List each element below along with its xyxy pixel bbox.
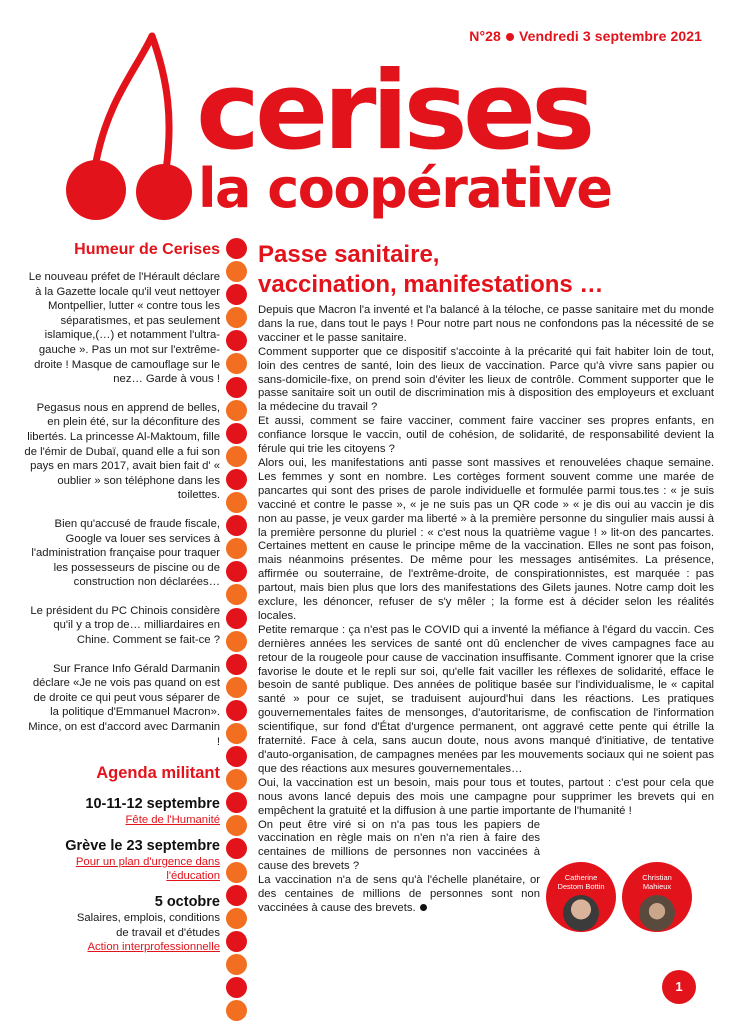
article-paragraph bbox=[258, 874, 540, 916]
author-last-name: Destom Bottin bbox=[557, 882, 605, 891]
issue-line bbox=[469, 28, 702, 44]
end-bullet-icon bbox=[420, 904, 427, 911]
article-body bbox=[258, 304, 714, 916]
dot-icon bbox=[226, 330, 247, 351]
author-photo bbox=[639, 895, 675, 931]
dot-icon bbox=[226, 515, 247, 536]
article-paragraph: Oui, la vaccination est un besoin, mais pour tous et toutes, partout : c'est pour cela que nous avons lancé depuis des mois une campagne pour supprimer les brevets qui en empêchent la gratuité et la diffusion à une partie importante de l'humanité ! bbox=[258, 776, 714, 817]
event-date: 10-11-12 septembre bbox=[85, 796, 220, 813]
author-portrait bbox=[622, 862, 692, 932]
dot-icon bbox=[226, 492, 247, 513]
dot-icon bbox=[226, 654, 247, 675]
masthead-tagline: la coopérative bbox=[198, 157, 612, 220]
dot-icon bbox=[226, 746, 247, 767]
agenda-event bbox=[22, 837, 220, 884]
humeur-section bbox=[22, 240, 220, 749]
dot-icon bbox=[226, 723, 247, 744]
dot-icon bbox=[226, 862, 247, 883]
event-date: 5 octobre bbox=[154, 894, 220, 910]
dot-icon bbox=[226, 931, 247, 952]
dot-icon bbox=[226, 885, 247, 906]
author-first-name: Christian bbox=[642, 873, 672, 882]
agenda-event bbox=[22, 795, 220, 828]
dot-icon bbox=[226, 284, 247, 305]
article-paragraph: Depuis que Macron l'a inventé et l'a balancé à la téloche, ce passe sanitaire met du monde dans la rue, dans tout le pays ! Pour notre part nous ne confondons pas la nécessité de se vacciner et le passe sanitaire. bbox=[258, 304, 714, 344]
dot-icon bbox=[226, 261, 247, 282]
dot-icon bbox=[226, 469, 247, 490]
bullet-separator bbox=[506, 33, 514, 41]
dot-icon bbox=[226, 769, 247, 790]
article-paragraph: Et aussi, comment se faire vacciner, comment faire vacciner ses propres enfants, en confiance lorsque le vaccin, outil de cohésion, de solidarité, de responsabilité devient la férule qui trie les citoyens ? bbox=[258, 415, 714, 456]
article-headline bbox=[258, 240, 603, 300]
author-first-name: Catherine bbox=[564, 873, 598, 882]
article-paragraph: Alors oui, les manifestations anti passe sont massives et renouvelées chaque semaine. Les femmes y sont en nombre. Les cortèges forment souvent comme une marée de pancartes qui sont des prises de parole individuelle et formulée parmi tous.tes : « je suis vacciné et contre le passe », « je ne suis pas un QR code » « je dis oui au vaccin je dis non au passe, je veux garder ma liberté » à la première personne du singulier mais aussi à la première personne du pluriel : « c'est nous la quatrième vague ! » lit-on des pancartes. Certaines mettent en cause le principe même de la vaccination. Elles ne sont pas foison, mais néanmoins présentes. De même pour les messages antisémites. La présence, affirmée ou souterraine, de l'extrême-droite, de conspirationnistes, est marquée : pas partout, mais bien plus que lors des manifestations des Gilets jaunes. Notre camp doit les exclure, les dénoncer, refuser de s'y mêler ; la forme est à décider selon les réalités locales. bbox=[258, 456, 714, 622]
headline-line: vaccination, manifestations … bbox=[258, 271, 604, 298]
dot-icon bbox=[226, 608, 247, 629]
humeur-paragraph: Le président du PC Chinois considère qu'il y a trop de… milliardaires en Chine. Comment se fait-ce ? bbox=[30, 604, 220, 647]
humeur-paragraph: Bien qu'accusé de fraude fiscale, Google va louer ses services à l'administration française pour traquer les possesseurs de piscine ou de construction non déclarées… bbox=[31, 517, 220, 589]
dot-icon bbox=[226, 538, 247, 559]
author-name bbox=[622, 873, 692, 891]
event-link[interactable]: Pour un plan d'urgence dans l'éducation bbox=[75, 855, 220, 883]
author-portrait bbox=[546, 862, 616, 932]
dot-icon bbox=[226, 815, 247, 836]
event-date: Grève le 23 septembre bbox=[65, 837, 220, 854]
dot-icon bbox=[226, 584, 247, 605]
cherry-logo-icon bbox=[58, 30, 208, 220]
dot-icon bbox=[226, 954, 247, 975]
humeur-paragraph: Pegasus nous en apprend de belles, en plein été, sur la déconfiture des libertés. La princesse Al-Maktoum, fille de l'émir de Dubaï, quand elle a fui son pays en mars 2017, avait bien fait d' « oublier » son téléphone dans les toilettes. bbox=[24, 401, 220, 502]
agenda-title: Agenda militant bbox=[96, 764, 220, 783]
dot-icon bbox=[226, 307, 247, 328]
masthead-title: cerises bbox=[196, 49, 591, 174]
article-paragraph: On peut être viré si on n'a pas tous les papiers de vaccination en règle mais on n'en n'a rien à faire des centaines de millions de personnes non vaccinées à cause des brevets ? bbox=[258, 818, 540, 873]
event-description: Salaires, emplois, conditions de travail et d'études bbox=[76, 912, 220, 939]
dot-icon bbox=[226, 423, 247, 444]
author-photo bbox=[563, 895, 599, 931]
dot-icon bbox=[226, 353, 247, 374]
dot-icon bbox=[226, 700, 247, 721]
humeur-paragraph: Le nouveau préfet de l'Hérault déclare à la Gazette locale qu'il veut nettoyer Montpellier, lutter « contre tous les séparatismes, et pas seulement islamique,(…) et notamment l'ultra-gauche ». Pas un mot sur l'extrême-droite ! Masque de camouflage sur le nez… Garde à vous ! bbox=[28, 271, 220, 386]
event-link[interactable]: Fête de l'Humanité bbox=[125, 814, 220, 827]
dot-icon bbox=[226, 792, 247, 813]
article-paragraph: Petite remarque : ça n'est pas le COVID qui a inventé la méfiance à l'égard du vaccin. Ces dernières années les services de santé ont dû enclencher de vives campagnes face au retour de la rougeole pour cause de vaccination insuffisante. Comment ignorer que la crise favorise le doute et le repli sur soi, qu'elle fait vaciller les réflexes de solidarité, efface le besoin de santé publique. Des années de politique basée sur l'individualisme, le « capital santé » pour ce sujet, se traduisent aujourd'hui dans les réactions. Les pratiques gouvernementales faites de mensonges, d'autoritarisme, de confiscation de l'information scientifique, sur fond d'État d'urgence permanent, ont aggravé cette pente qui étrille la fraternité. Face à cela, sans aucun doute, nous avons manqué d'initiative, de tentative d'auto-organisation, de campagnes menées par les mouvements sociaux qui ne soient pas que des réactions aux mesures gouvernementales… bbox=[258, 623, 714, 775]
page-number: 1 bbox=[662, 970, 696, 1004]
event-link[interactable]: Action interprofessionnelle bbox=[87, 941, 220, 954]
dot-icon bbox=[226, 446, 247, 467]
humeur-paragraph: Sur France Info Gérald Darmanin déclare «Je ne vois pas quand on est de droite ce qui peut vous séparer de la politique d'Emmanuel Macron». Mince, on est d'accord avec Darmanin ! bbox=[28, 662, 220, 748]
dot-icon bbox=[226, 631, 247, 652]
dot-icon bbox=[226, 238, 247, 259]
dot-icon bbox=[226, 1000, 247, 1021]
dot-icon bbox=[226, 377, 247, 398]
author-last-name: Mahieux bbox=[642, 882, 672, 891]
dot-icon bbox=[226, 908, 247, 929]
dot-icon bbox=[226, 561, 247, 582]
author-name bbox=[546, 873, 616, 891]
dot-icon bbox=[226, 838, 247, 859]
dot-icon bbox=[226, 977, 247, 998]
humeur-title: Humeur de Cerises bbox=[74, 241, 220, 258]
issue-date: Vendredi 3 septembre 2021 bbox=[518, 28, 702, 44]
dot-icon bbox=[226, 400, 247, 421]
agenda-event bbox=[22, 893, 220, 955]
dot-icon bbox=[226, 677, 247, 698]
closing-sentence: La vaccination n'a de sens qu'à l'échelle planétaire, or des centaines de millions de personnes sont non vaccinées à cause des brevets. bbox=[258, 874, 540, 914]
article-paragraph: Comment supporter que ce dispositif s'accointe à la précarité qui fait habiter loin de tout, loin des centres de santé, loin des lieux de vaccination. Parce qu'à vivre sans papier ou sans-domicile-fixe, on prend soin d'éviter les lieux de contrôle. Comment supporter que le passe sanitaire soit un outil de discrimination mis à disposition des employeurs et excluant la médecine du travail ? bbox=[258, 345, 714, 414]
headline-line: Passe sanitaire, bbox=[258, 241, 440, 268]
left-column bbox=[22, 240, 220, 964]
dot-column bbox=[226, 238, 248, 1023]
issue-number: N°28 bbox=[469, 28, 501, 44]
